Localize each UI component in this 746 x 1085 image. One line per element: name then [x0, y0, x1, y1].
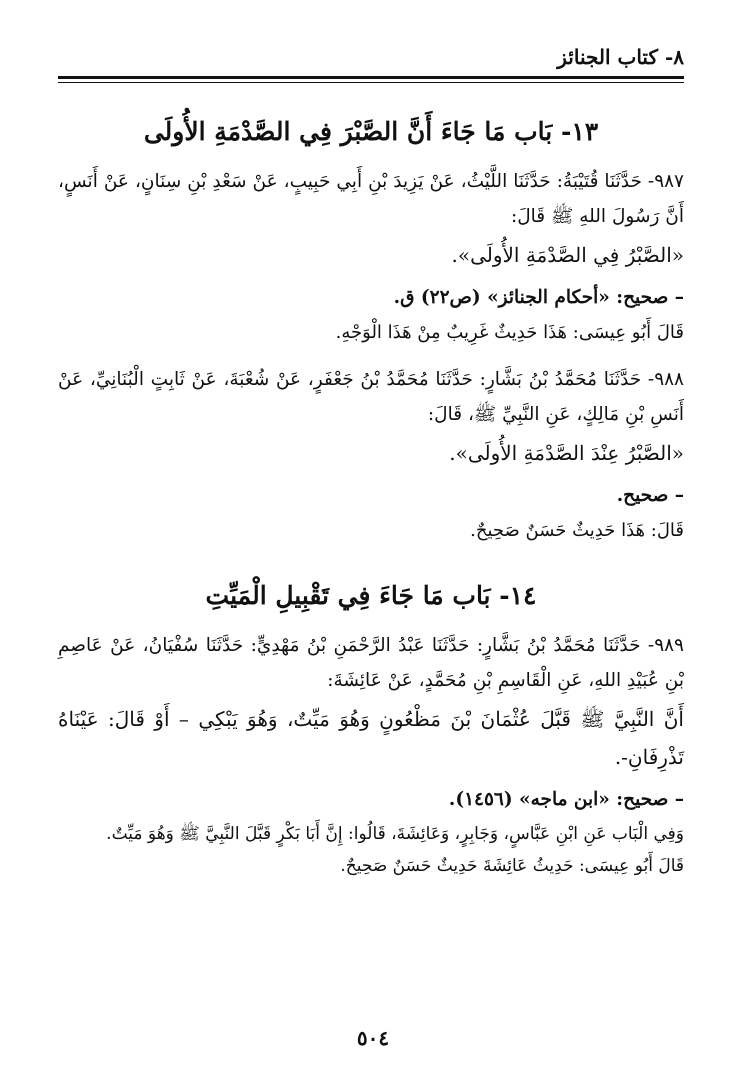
hadith-989-isnad: ٩٨٩- حَدَّثَنَا مُحَمَّدُ بْنُ بَشَّارٍ: حَدَّثَنَا عَبْدُ الرَّحْمَنِ بْنُ مَهْدِيٍّ: حَدَّثَنَا سُفْيَانُ، عَنْ عَاصِمِ بْنِ عُبَيْدِ اللهِ، عَنِ الْقَاسِمِ بْنِ مُحَمَّدٍ، عَنْ عَائِشَةَ:	[58, 635, 684, 691]
header-rule-thick	[58, 76, 684, 79]
section-gap	[58, 560, 684, 576]
hadith-989-bab-note: وَفِي الْبَاب عَنِ ابْنِ عَبَّاسٍ، وَجَابِرٍ، وَعَائِشَةَ، قَالُوا: إِنَّ أَبَا بَكْرٍ قَبَّلَ النَّبِيَّ ﷺ وَهُوَ مَيِّتٌ.	[106, 824, 684, 844]
page-number: ٥٠٤	[356, 1026, 390, 1050]
hadith-988-remark: قَالَ: هَذَا حَدِيثٌ حَسَنٌ صَحِيحٌ.	[470, 520, 684, 541]
running-header	[58, 40, 684, 74]
hadith-989-remark: قَالَ أَبُو عِيسَى: حَدِيثُ عَائِشَةَ حَدِيثٌ حَسَنٌ صَحِيحٌ.	[340, 856, 684, 876]
section-13-title: ١٣- بَاب مَا جَاءَ أَنَّ الصَّبْرَ فِي الصَّدْمَةِ الأُولَى	[143, 117, 599, 146]
hadith-987-isnad: ٩٨٧- حَدَّثَنَا قُتَيْبَةُ: حَدَّثَنَا اللَّيْثُ، عَنْ يَزِيدَ بْنِ أَبِي حَبِيبٍ، عَنْ سَعْدِ بْنِ سِنَانٍ، عَنْ أَنَسٍ، أَنَّ رَسُولَ اللهِ ﷺ قَالَ:	[58, 171, 684, 227]
hadith-989-matn: أَنَّ النَّبِيَّ ﷺ قَبَّلَ عُثْمَانَ بْنَ مَظْعُونٍ وَهُوَ مَيِّتٌ، وَهُوَ يَبْكِي – أَوْ قَالَ: عَيْنَاهُ تَذْرِفَانِ-.	[58, 707, 684, 769]
hadith-987-matn: «الصَّبْرُ فِي الصَّدْمَةِ الأُولَى».	[451, 243, 684, 267]
book-chapter-title: ٨- كتاب الجنائز	[557, 45, 684, 69]
section-14-title: ١٤- بَاب مَا جَاءَ فِي تَقْبِيلِ الْمَيِّتِ	[205, 581, 537, 610]
hadith-988-matn: «الصَّبْرُ عِنْدَ الصَّدْمَةِ الأُولَى».	[449, 441, 684, 465]
hadith-987-remark: قَالَ أَبُو عِيسَى: هَذَا حَدِيثٌ غَرِيبٌ مِنْ هَذَا الْوَجْهِ.	[335, 322, 684, 343]
hadith-988-isnad: ٩٨٨- حَدَّثَنَا مُحَمَّدُ بْنُ بَشَّارٍ: حَدَّثَنَا مُحَمَّدُ بْنُ جَعْفَرٍ، عَنْ شُعْبَةَ، عَنْ ثَابِتٍ الْبُنَانِيِّ، عَنْ أَنَسِ بْنِ مَالِكٍ، عَنِ النَّبِيِّ ﷺ، قَالَ:	[58, 369, 684, 425]
hadith-989-grade: – صحيح: «ابن ماجه» (١٤٥٦).	[448, 789, 684, 810]
page-content	[58, 112, 684, 882]
header-rule-thin	[58, 82, 684, 83]
hadith-988-grade: – صحيح.	[616, 485, 684, 506]
hadith-987-grade: – صحيح: «أحكام الجنائز» (ص٢٢) ق.	[393, 287, 684, 308]
